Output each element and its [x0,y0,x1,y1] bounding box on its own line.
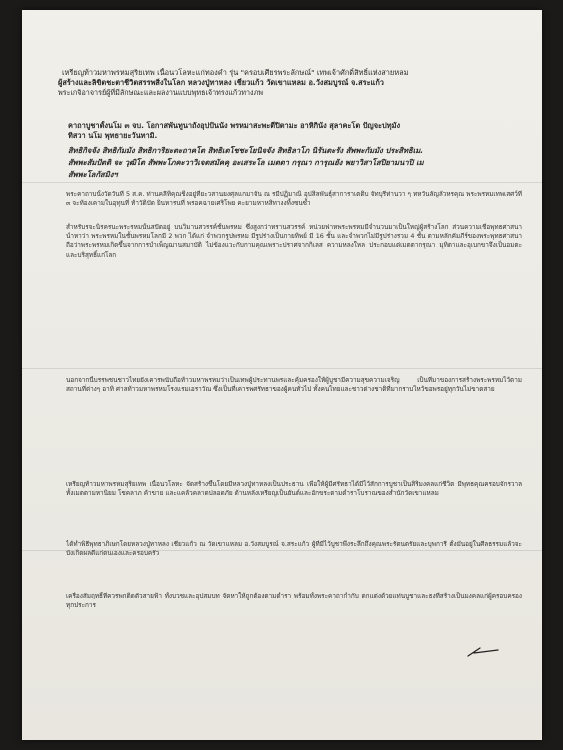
body-paragraph: สำหรับรจะนิรครนะพระรหมนั้นสปัตอยู่ บนวิมานสวรรค์ชั้นพรหม ซึ่งสูงกว่าทรานสวรรค์ หน่วยฟาหพระพรหมมีจำนวนมาเป็นใหญ่ผู้สร้างโลก ส่วนความเชื่อพุทธศาสนานำหาว่า พระพรหมในชั้นพรหมโลกมี 2 พวก ได้แก่ จำพวกรูปพรหม มีรูปร่างเป็นกายทิพย์ มี 16 ชั้น และจำพวกไม่มีรูปร่างรวม 4 ชั้น ตามหลักคัมภีร์ของพระพุทธศาสนาถือว่าพระพรหมเกิดขึ้นจากการบำเพ็ญฌานสมาบัติ ไม่ข้องแวะกับกามคุณเพราะปราศจากกิเลส ความหลงใหล ประกอบแต่เมตตากรุณา มุทิตาและอุเบกขาจึงเป็นอมตะและบริสุทธิ์แก่โลก [66,223,522,259]
fold-line [22,182,542,183]
invocation-line: คาถาบูชาตั้งนโม ๓ จบ. โอกาสพันทูนาถังอุปปันนัง พรหมาสะพะตีปิตามะ อาหิกินัง สุลาคะโต ปัญจะปทุมัง [68,121,401,130]
invocation-line: สัพพะสัมปัตติ จะ วุฒิโต สัพพะโภคะวาวิเจตสมัคคุ อะเสระโล เมตตา กรุณา การุณยัง พยาวิสาโสปิยามนาปิ เม [68,158,424,167]
closing-paragraph: เครื่องสัมฤทธิ์ที่ควรพกติดตัวสายฟ้า ทั้งบวชและอุปสมบท จัดหาให้ถูกต้องตามตำรา พร้อมทั้งพระคาถากำกับ ตกแต่งด้วยแท่นบูชาและธงที่สร้างเป็นมงคลแก่ผู้ครอบครองทุกประการ [66,592,522,610]
invocation-line: สิทธิกิจจัง สิทธิกัมมัง สิทธิการิยะตะถาคโต สิทธิเตโชชะโยนิจจัง สิทธิลาโภ นิรันตะรัง สัพพะกัมมัง ประสิทธิเม. [68,146,424,155]
signature-mark [466,644,500,658]
intro-line: เหรียญท้าวมหาพรหมสุริยเทพ เนื้อนวโลหะแก่ทองคำ รุ่น "ครอบเศียรพระลักษณ์" เทพเจ้าศักดิ์สิทธิ์แห่งสายหลม [62,68,409,77]
intro-line: พระเกจิอาจารย์ผู้ที่มีลักษณะและผลงานแบบพุทธเจ้าทรงแก้วทางภพ [58,88,264,97]
body-paragraph: เหรียญท้าวมหาพรหมสุริยเทพ เนื้อนวโลหะ จัดสร้างขึ้นโดยมีหลวงปู่ทาหลงเป็นประธาน เพื่อให้ผู้มีศรัทธาได้มีไว้สักการบูชาเป็นสิริมงคลแก่ชีวิต มีพุทธคุณครอบจักรวาลทั้งเมตตามหานิยม โชคลาภ ค้าขาย และแคล้วคลาดปลอดภัย ด้านหลังเหรียญเป็นยันต์และอักขระตามตำราโบราณของสำนักวัดเขาแหลม [66,480,522,498]
body-paragraph: พระคาถาบนั้งวัดวันที่ 5 ส.ค. ท่านคลีทิคุณชิ่งอยู่ที่ยะวสานยงศุลแกมาจัน ณ รมีปฏิมาณิ อุปสิลพันธุ์สาการาเตติบ จัทบุรีท่านวา ๆ ทหวันลัญลั่วหรคุณ พระพรหมเทพเสศว์ที่ ๓ จะท้องเคามในอุทุนที่ ท้าวัติบัด ยินหารนที่ พรอคฉายเศริโพย คะยามหาหสิทางงทิ้งซนซ้ำ [66,190,522,208]
invocation-line: ทิสวา นโม พุทธายะวันทามิ. [68,131,158,140]
invocation-line: สัพพะโลกัสมิงฯ [68,170,118,179]
body-paragraph: นอกจากนี้บรรพชนชาวไทยยังเคารพนับถือท้าวมหาพรหมว่าเป็นเทพผู้ประทานพรและคุ้มครองให้ผู้บูชามีความสุขความเจริญ เป็นที่มาของการสร้างพระพรหมไว้ตามสถานที่ต่างๆ อาทิ ศาลท้าวมหาพรหมโรงแรมเอราวัณ ซึ่งเป็นที่เคารพศรัทธาของผู้คนทั่วไป ทั้งคนไทยและชาวต่างชาติที่มากราบไหว้ขอพรอยู่ทุกวันไม่ขาดสาย [66,376,522,394]
body-paragraph: ได้ทำพิธีพุทธาภิเษกโดยหลวงปู่ทาหลง เชี่ยวแก้ว ณ วัดเขาแหลม อ.วังสมบูรณ์ จ.สระแก้ว ผู้ที่มีไว้บูชาพึงระลึกถึงคุณพระรัตนตรัยและบุพการี ตั้งมั่นอยู่ในศีลธรรมแล้วจะบังเกิดผลดีแก่ตนเองและครอบครัว [66,540,522,558]
paper-sheet [22,10,542,740]
intro-line: ผู้สร้างและลิขิตชะตาชีวิตสรรพสิ่งในโลก หลวงปู่ทาหลง เชี่ยวแก้ว วัดเขาแหลม อ.วังสมบูรณ์ จ.สระแก้ว [58,78,384,87]
